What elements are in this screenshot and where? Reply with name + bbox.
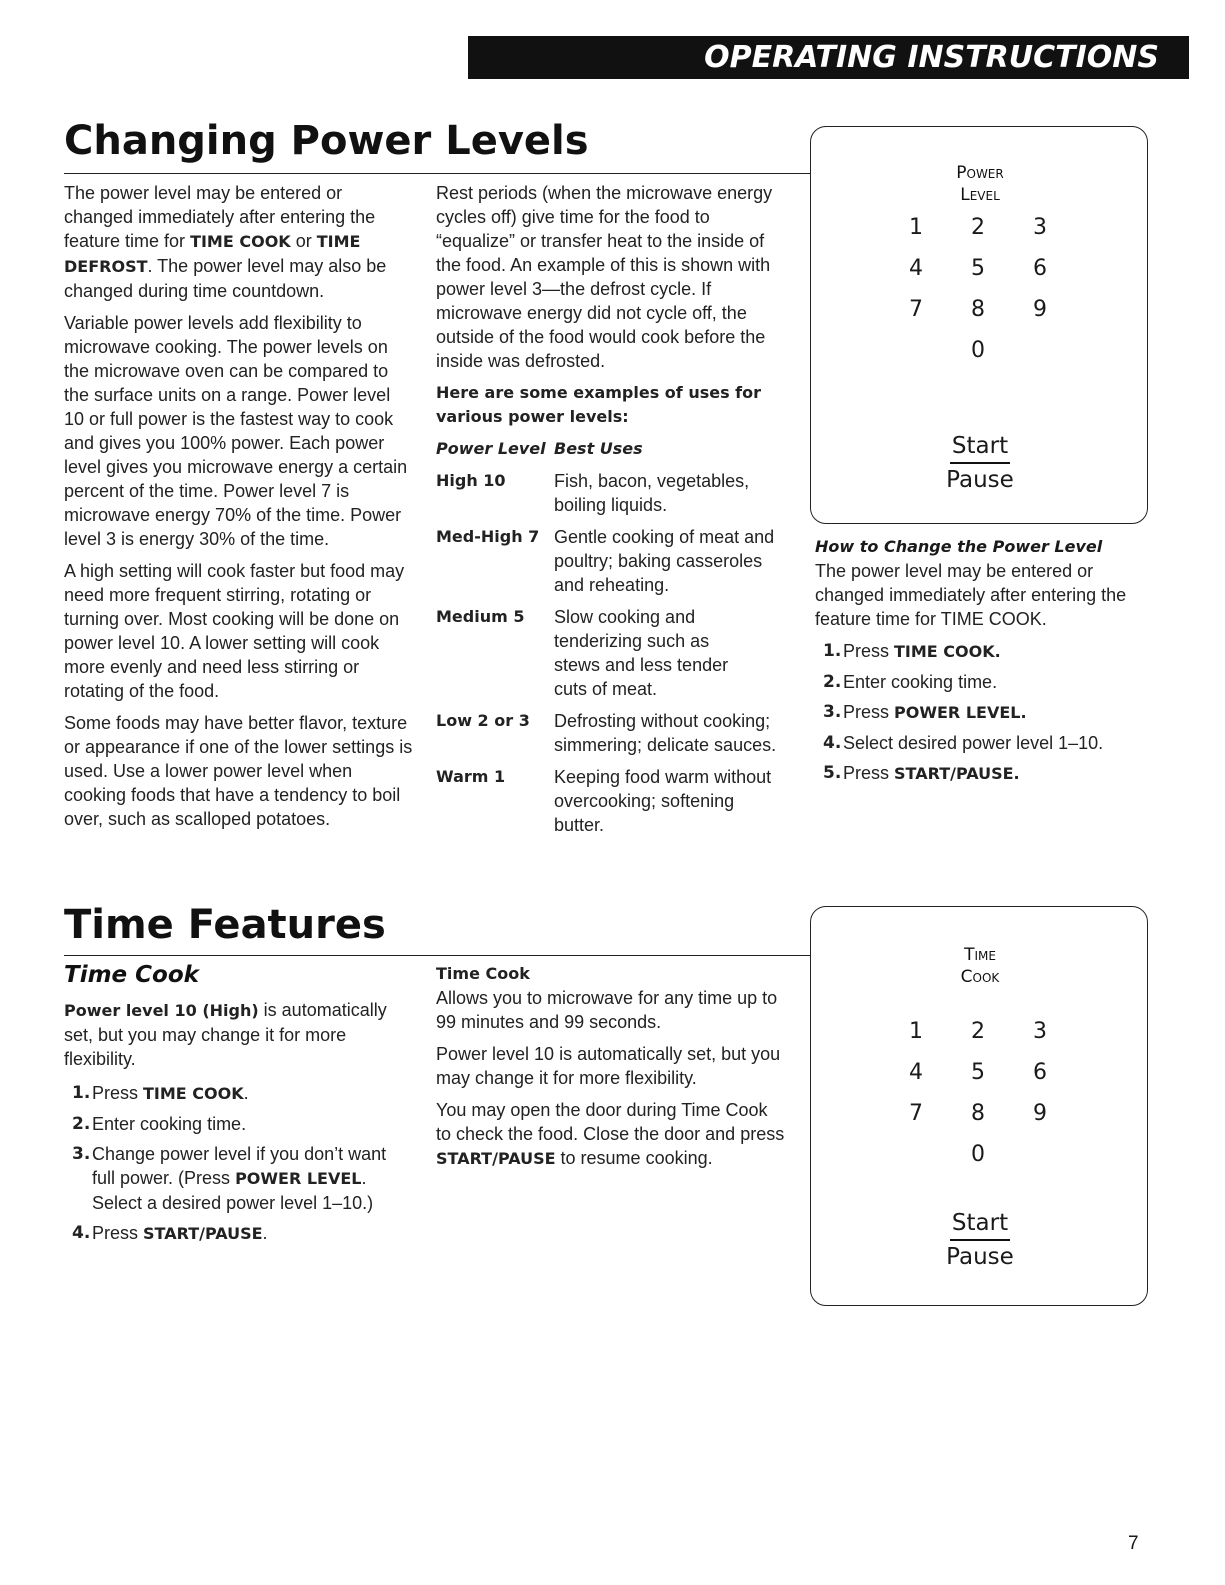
table-cell-level: High 10 bbox=[436, 471, 506, 490]
step-number: 5. bbox=[823, 763, 842, 783]
key-5: 5 bbox=[971, 256, 985, 281]
start-pause-key bbox=[811, 430, 1149, 496]
step-number: 3. bbox=[823, 702, 842, 722]
text-run: Enter cooking time. bbox=[843, 672, 998, 692]
text-run: Press bbox=[92, 1223, 144, 1243]
key-label-line2: Level bbox=[960, 185, 1000, 205]
how-to-heading: How to Change the Power Level bbox=[815, 537, 1103, 556]
table-head-level: Power Level bbox=[436, 439, 546, 458]
text-run: Press bbox=[843, 641, 895, 661]
key-0: 0 bbox=[971, 1142, 985, 1167]
text-run: or bbox=[290, 231, 317, 251]
power-col1-p4: Some foods may have better flavor, texture or appearance if one of the lower settings is used. Use a lower power level when cooking foods that have a tendency to boil over, such as scalloped potatoes. bbox=[64, 713, 413, 829]
key-3: 3 bbox=[1033, 1019, 1047, 1044]
key-4: 4 bbox=[909, 1060, 923, 1085]
text-run: . The power level may also be changed during time countdown. bbox=[64, 256, 387, 301]
step-number: 3. bbox=[72, 1144, 91, 1164]
key-3: 3 bbox=[1033, 215, 1047, 240]
step-number: 1. bbox=[72, 1083, 91, 1103]
time-keypad bbox=[885, 1019, 1071, 1167]
key-8: 8 bbox=[971, 1101, 985, 1126]
table-cell-uses: Defrosting without cooking; simmering; delicate sauces. bbox=[554, 711, 777, 755]
key-label-line1: Time bbox=[964, 945, 996, 965]
key-2: 2 bbox=[971, 1019, 985, 1044]
table-row bbox=[436, 765, 779, 845]
table-cell-uses: Keeping food warm without overcooking; softening butter. bbox=[554, 767, 772, 835]
time-defrost-keyword: TIME DEFROST bbox=[64, 232, 361, 276]
page-number: 7 bbox=[1128, 1533, 1139, 1554]
step-number: 2. bbox=[72, 1114, 91, 1134]
key-7: 7 bbox=[909, 297, 923, 322]
table-header-row bbox=[436, 437, 779, 469]
power-level-panel bbox=[810, 126, 1148, 524]
text-run: Enter cooking time. bbox=[92, 1114, 247, 1134]
list-item bbox=[64, 1112, 409, 1136]
key-label-line2: Cook bbox=[960, 967, 1000, 987]
text-run: . bbox=[262, 1223, 268, 1243]
table-cell-level: Low 2 or 3 bbox=[436, 711, 530, 730]
key-7: 7 bbox=[909, 1101, 923, 1126]
text-run: Change power level if you don’t want full power. (Press bbox=[92, 1144, 387, 1188]
key-8: 8 bbox=[971, 297, 985, 322]
key-5: 5 bbox=[971, 1060, 985, 1085]
power-col1-p2: Variable power levels add flexibility to microwave cooking. The power levels on the microwave oven can be compared to the surface units on a range. Power level 10 or full power is the fastest way to cook and gives you 100% power. Each power level gives you microwave energy a certain percent of the time. Power level 7 is microwave energy 70% of the time. Power level 3 is energy 30% of the time. bbox=[64, 313, 408, 549]
step-keyword: START/PAUSE. bbox=[894, 764, 1020, 783]
table-row bbox=[436, 525, 779, 605]
time-cook-col2 bbox=[436, 962, 786, 1179]
table-cell-level: Medium 5 bbox=[436, 607, 525, 626]
time-cook-col1 bbox=[64, 962, 409, 1252]
time-section-title: Time Features bbox=[64, 902, 386, 948]
list-item bbox=[815, 639, 1145, 664]
power-col1-p3: A high setting will cook faster but food may need more frequent stirring, rotating or turning over. Most cooking will be done on power level 10. A lower setting will cook more evenly and need less stirring or rotating of the food. bbox=[64, 561, 405, 701]
pause-label: Pause bbox=[946, 467, 1014, 493]
time-cook-steps bbox=[64, 1081, 409, 1246]
list-item bbox=[815, 731, 1145, 755]
key-2: 2 bbox=[971, 215, 985, 240]
start-pause-key bbox=[811, 1207, 1149, 1273]
power-keypad bbox=[885, 215, 1071, 363]
text-run: Select desired power level 1–10. bbox=[843, 733, 1104, 753]
time-cook-key-label bbox=[811, 944, 1149, 988]
text-run: Press bbox=[92, 1083, 144, 1103]
key-9: 9 bbox=[1033, 1101, 1047, 1126]
step-number: 1. bbox=[823, 641, 842, 661]
table-cell-uses: Fish, bacon, vegetables, boiling liquids. bbox=[554, 471, 750, 515]
key-1: 1 bbox=[909, 1019, 923, 1044]
key-1: 1 bbox=[909, 215, 923, 240]
time-cook-intro bbox=[64, 998, 409, 1071]
power-uses-table bbox=[436, 437, 779, 845]
step-number: 4. bbox=[823, 733, 842, 753]
step-number: 4. bbox=[72, 1223, 91, 1243]
time-cook-panel bbox=[810, 906, 1148, 1306]
start-label: Start bbox=[950, 430, 1010, 464]
key-6: 6 bbox=[1033, 256, 1047, 281]
text-run: Press bbox=[843, 763, 895, 783]
time-cook-col2-heading: Time Cook bbox=[436, 964, 530, 983]
step-keyword: POWER LEVEL. bbox=[894, 703, 1027, 722]
table-cell-level: Warm 1 bbox=[436, 767, 506, 786]
start-pause-keyword: START/PAUSE bbox=[436, 1149, 556, 1168]
power-col2-p1: Rest periods (when the microwave energy cycles off) give time for the food to “equalize” or transfer heat to the inside of the food. An example of this is shown with power level 3—the defrost cycle. If microwave energy did not cycle off, the outside of the food would cook before the inside was defrosted. bbox=[436, 183, 773, 371]
time-cook-subtitle: Time Cook bbox=[64, 962, 199, 988]
power-level-key-label bbox=[811, 162, 1149, 206]
table-head-uses: Best Uses bbox=[554, 439, 643, 458]
time-section-rule bbox=[64, 955, 810, 956]
pause-label: Pause bbox=[946, 1244, 1014, 1270]
list-item bbox=[64, 1081, 409, 1106]
list-item bbox=[815, 670, 1145, 694]
table-cell-uses: Slow cooking and tenderizing such as stews and less tender cuts of meat. bbox=[554, 607, 729, 699]
text-run: The power level may be entered or changed immediately after entering the feature time for bbox=[64, 183, 376, 251]
step-keyword: TIME COOK. bbox=[894, 642, 1001, 661]
text-run: to resume cooking. bbox=[555, 1148, 713, 1168]
time-cook-col2-p2: Power level 10 is automatically set, but you may change it for more flexibility. bbox=[436, 1044, 781, 1088]
power-col1 bbox=[64, 181, 414, 839]
how-to-steps bbox=[815, 639, 1145, 786]
text-run: is automatically set, but you may change it for more flexibility. bbox=[64, 1000, 387, 1069]
text-run: . Select a desired power level 1–10.) bbox=[92, 1168, 374, 1213]
key-label-line1: Power bbox=[956, 163, 1004, 183]
list-item bbox=[815, 700, 1145, 725]
list-item bbox=[64, 1221, 409, 1246]
how-to-change-power bbox=[815, 535, 1145, 792]
power-col2 bbox=[436, 181, 791, 845]
list-item bbox=[815, 761, 1145, 786]
key-0: 0 bbox=[971, 338, 985, 363]
text-run: You may open the door during Time Cook to check the food. Close the door and press bbox=[436, 1100, 785, 1144]
time-cook-col2-p1: Allows you to microwave for any time up to 99 minutes and 99 seconds. bbox=[436, 988, 778, 1032]
section-header-bar bbox=[468, 36, 1189, 79]
list-item bbox=[64, 1142, 409, 1215]
step-keyword: TIME COOK bbox=[143, 1084, 244, 1103]
key-9: 9 bbox=[1033, 297, 1047, 322]
step-number: 2. bbox=[823, 672, 842, 692]
start-label: Start bbox=[950, 1207, 1010, 1241]
power-col1-p1 bbox=[64, 181, 414, 303]
table-row bbox=[436, 469, 779, 525]
time-cook-keyword: TIME COOK bbox=[190, 232, 291, 251]
table-row bbox=[436, 605, 779, 709]
key-4: 4 bbox=[909, 256, 923, 281]
table-cell-level: Med-High 7 bbox=[436, 527, 540, 546]
time-cook-col2-p3 bbox=[436, 1098, 786, 1171]
examples-heading: Here are some examples of uses for various power levels: bbox=[436, 383, 762, 426]
step-keyword: POWER LEVEL bbox=[235, 1169, 362, 1188]
text-run: Press bbox=[843, 702, 895, 722]
table-cell-uses: Gentle cooking of meat and poultry; baking casseroles and reheating. bbox=[554, 527, 775, 595]
power-section-rule bbox=[64, 173, 810, 174]
how-to-intro: The power level may be entered or changed immediately after entering the feature time for TIME COOK. bbox=[815, 561, 1127, 629]
power-section-title: Changing Power Levels bbox=[64, 118, 589, 164]
table-row bbox=[436, 709, 779, 765]
text-run: . bbox=[243, 1083, 249, 1103]
key-6: 6 bbox=[1033, 1060, 1047, 1085]
power-level-keyword: Power level 10 (High) bbox=[64, 1001, 259, 1020]
header-title: OPERATING INSTRUCTIONS bbox=[704, 40, 1159, 75]
step-keyword: START/PAUSE bbox=[143, 1224, 263, 1243]
